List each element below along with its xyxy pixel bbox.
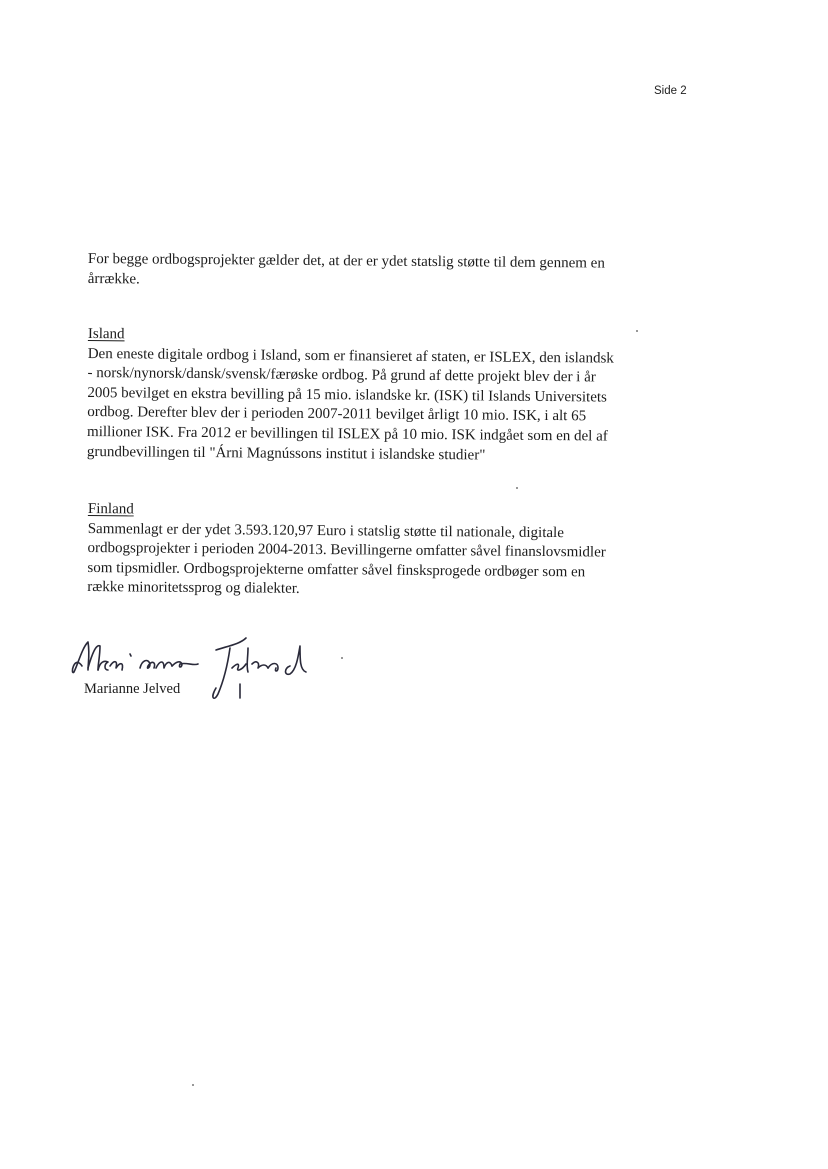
- page-number: Side 2: [654, 85, 687, 97]
- scan-speck: [636, 330, 638, 332]
- scan-speck: [341, 657, 343, 659]
- island-heading: Island: [87, 325, 125, 343]
- scan-speck: [192, 1084, 194, 1086]
- finland-line: række minoritetssprog og dialekter.: [87, 579, 300, 598]
- handwritten-signature: [64, 624, 354, 714]
- island-line: millioner ISK. Fra 2012 er bevillingen til ISLEX på 10 mio. ISK indgået som en del af: [86, 423, 608, 445]
- island-line: Den eneste digitale ordbog i Island, som er finansieret af staten, er ISLEX, den islandsk: [87, 345, 614, 367]
- island-section: [87, 325, 668, 467]
- island-line: - norsk/nynorsk/dansk/svensk/færøske ordbog. På grund af dette projekt blev der i år: [87, 365, 596, 386]
- scan-speck: [516, 487, 518, 489]
- island-line: ordbog. Derefter blev der i perioden 2007-2011 bevilget årligt 10 mio. ISK, i alt 65: [87, 404, 587, 425]
- island-line: 2005 bevilget en ekstra bevilling på 15 mio. islandske kr. (ISK) til Islands Universitets: [87, 384, 607, 406]
- finland-line: ordbogsprojekter i perioden 2004-2013. Bevillingerne omfatter såvel finanslovsmidler: [87, 540, 606, 561]
- finland-heading: Finland: [87, 500, 134, 518]
- signer-name: Marianne Jelved: [84, 681, 181, 697]
- intro-line: For begge ordbogsprojekter gælder det, at der er ydet statslig støtte til dem gennem en: [87, 250, 605, 272]
- intro-paragraph: [88, 250, 668, 294]
- island-line: grundbevillingen til "Árni Magnússons institut i islandske studier": [86, 443, 486, 464]
- finland-line: som tipsmidler. Ordbogsprojekterne omfatter såvel finsksprogede ordbøger som en: [87, 559, 586, 581]
- finland-line: Sammenlagt er der ydet 3.593.120,97 Euro i statslig støtte til nationale, digitale: [87, 520, 564, 541]
- intro-line: årrække.: [87, 270, 140, 288]
- finland-section: [87, 500, 668, 603]
